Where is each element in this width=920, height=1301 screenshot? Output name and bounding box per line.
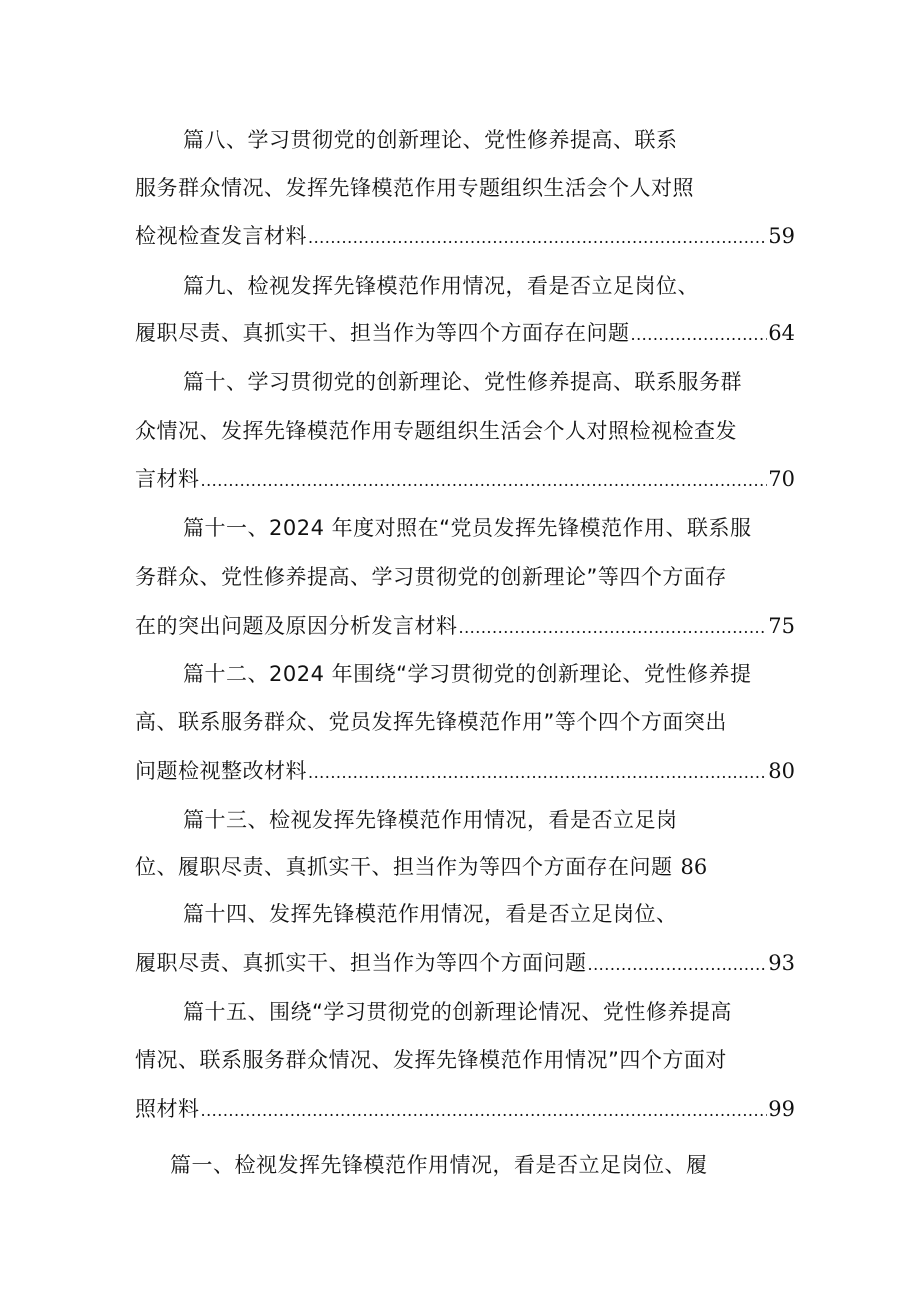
dot-leader: [201, 463, 768, 497]
toc-entry-11-line-2: 务群众、党性修养提高、学习贯彻党的创新理论”等四个方面存: [135, 565, 727, 589]
toc-entry-10-line-1: 篇十、学习贯彻党的创新理论、党性修养提高、联系服务群: [183, 370, 742, 394]
page-number: 86: [680, 855, 708, 879]
page-number: 93: [768, 951, 795, 975]
toc-entry-9-line-1: 篇九、检视发挥先锋模范作用情况，看是否立足岗位、: [183, 274, 699, 298]
toc-entry-10-line-3[interactable]: 言材料 ..... 70: [135, 463, 795, 495]
toc-entry-15-line-2: 情况、联系服务群众情况、发挥先锋模范作用情况”四个方面对: [135, 1048, 727, 1072]
toc-entry-9-line-2[interactable]: 履职尽责、真抓实干、担当作为等四个方面存在问题 ..... 64: [135, 317, 795, 349]
page-number: 64: [768, 321, 795, 345]
toc-entry-15-line-3[interactable]: 照材料 ..... 99: [135, 1093, 795, 1125]
toc-entry-15-line-1: 篇十五、围绕“学习贯彻党的创新理论情况、党性修养提高: [183, 1000, 732, 1024]
body-section-heading: 篇一、检视发挥先锋模范作用情况，看是否立足岗位、履: [170, 1153, 708, 1177]
dot-leader: [308, 755, 767, 789]
toc-entry-14-line-2[interactable]: 履职尽责、真抓实干、担当作为等四个方面问题 ..... 93: [135, 947, 795, 979]
page-number: 99: [768, 1097, 795, 1121]
dot-leader: [308, 220, 767, 254]
toc-entry-8-line-2: 服务群众情况、发挥先锋模范作用专题组织生活会个人对照: [135, 176, 694, 200]
dot-leader: [588, 947, 768, 981]
toc-entry-8-line-3[interactable]: 检视检查发言材料 ..... 59: [135, 220, 795, 252]
page-number: 59: [768, 224, 795, 248]
dot-leader: [459, 610, 768, 644]
dot-leader: [631, 317, 768, 351]
toc-entry-12-line-3[interactable]: 问题检视整改材料 ..... 80: [135, 755, 795, 787]
toc-entry-13-line-2[interactable]: 位、履职尽责、真抓实干、担当作为等四个方面存在问题 86: [135, 851, 795, 883]
toc-entry-10-line-2: 众情况、发挥先锋模范作用专题组织生活会个人对照检视检查发: [135, 419, 737, 443]
page-number: 70: [768, 467, 795, 491]
toc-entry-11-line-1: 篇十一、2024 年度对照在“党员发挥先锋模范作用、联系服: [183, 516, 752, 540]
toc-entry-13-line-1: 篇十三、检视发挥先锋模范作用情况，看是否立足岗: [183, 808, 678, 832]
toc-entry-8-line-1: 篇八、学习贯彻党的创新理论、党性修养提高、联系: [183, 128, 678, 152]
page-number: 80: [768, 759, 795, 783]
toc-entry-14-line-1: 篇十四、发挥先锋模范作用情况，看是否立足岗位、: [183, 902, 678, 926]
toc-entry-12-line-2: 高、联系服务群众、党员发挥先锋模范作用”等个四个方面突出: [135, 710, 727, 734]
toc-entry-11-line-3[interactable]: 在的突出问题及原因分析发言材料 ..... 75: [135, 610, 795, 642]
page-number: 75: [768, 614, 795, 638]
dot-leader: [201, 1093, 768, 1127]
toc-entry-12-line-1: 篇十二、2024 年围绕“学习贯彻党的创新理论、党性修养提: [183, 662, 752, 686]
